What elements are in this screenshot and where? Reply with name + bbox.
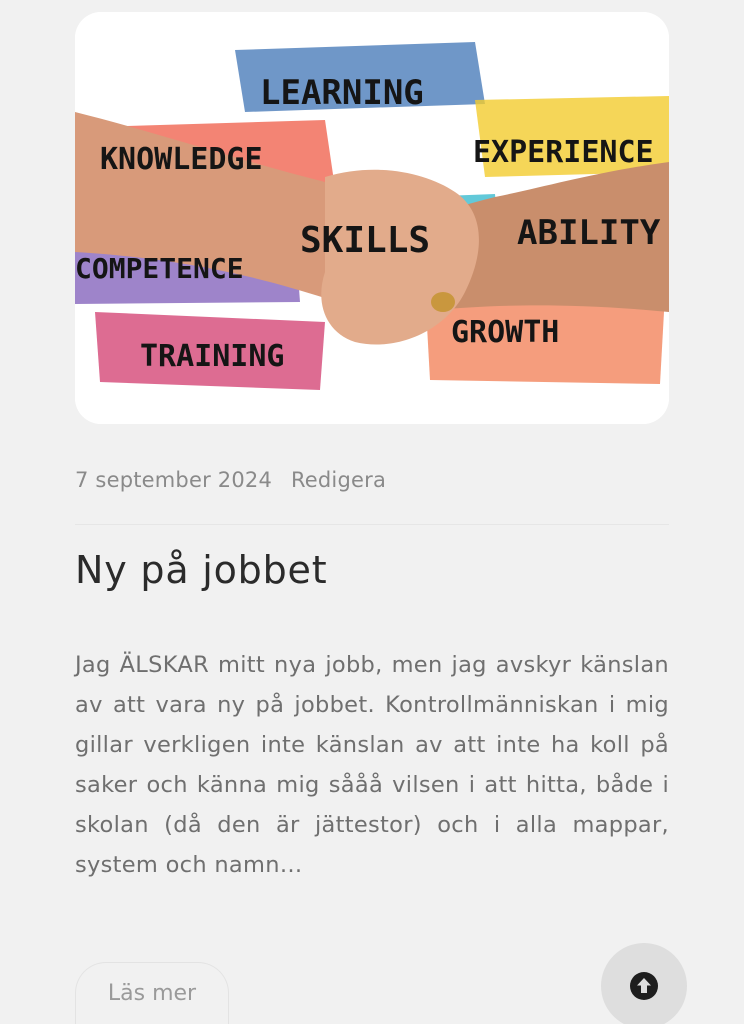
post-meta bbox=[75, 468, 386, 492]
hero-word: LEARNING bbox=[260, 73, 424, 113]
hero-word: GROWTH bbox=[451, 315, 560, 350]
arrow-up-circle-icon bbox=[629, 971, 659, 1001]
hero-word: KNOWLEDGE bbox=[100, 142, 263, 177]
handshake-skills-illustration bbox=[75, 12, 669, 424]
post-featured-image[interactable] bbox=[75, 12, 669, 424]
hero-word: ABILITY bbox=[517, 213, 661, 253]
hero-word: TRAINING bbox=[140, 339, 285, 374]
edit-post-link[interactable]: Redigera bbox=[290, 468, 387, 492]
divider bbox=[75, 524, 669, 525]
scroll-to-top-button[interactable] bbox=[601, 943, 687, 1024]
post-title[interactable]: Ny på jobbet bbox=[75, 548, 328, 592]
post-excerpt: Jag ÄLSKAR mitt nya jobb, men jag avskyr känslan av att vara ny på jobbet. Kontrollmänniskan i mig gillar verkligen inte känslan av att inte ha koll på saker och känna mig sååå vilsen i att hitta, både i skolan (då den är jättestor) och i alla mappar, system och namn… bbox=[75, 652, 669, 878]
hero-word: COMPETENCE bbox=[75, 252, 244, 285]
hero-word: EXPERIENCE bbox=[473, 135, 654, 170]
post-date[interactable]: 7 september 2024 bbox=[75, 468, 273, 492]
read-more-button[interactable]: Läs mer bbox=[75, 962, 229, 1024]
hero-word: SKILLS bbox=[300, 220, 431, 261]
